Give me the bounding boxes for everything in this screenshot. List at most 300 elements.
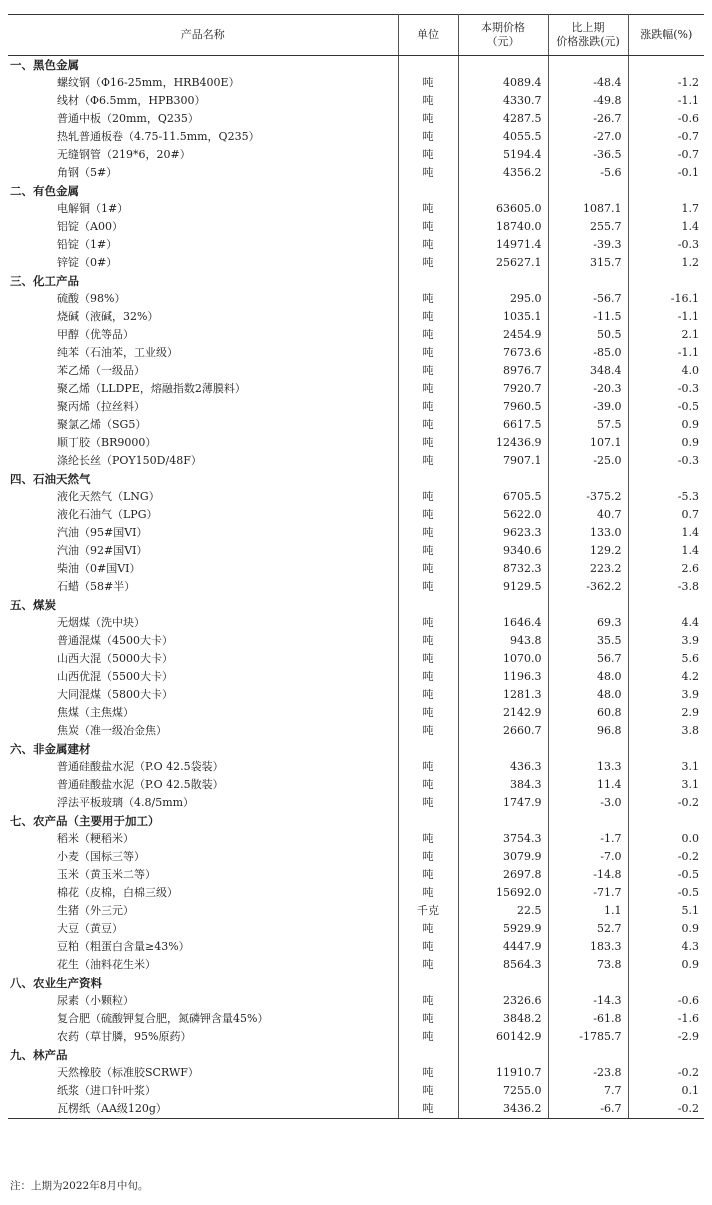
- table-row: [8, 290, 704, 308]
- change-cell: 255.7: [548, 218, 628, 236]
- table-row: [8, 524, 704, 542]
- product-name-cell: 甲醇（优等品）: [8, 326, 398, 344]
- table-row: [8, 236, 704, 254]
- unit-cell: 吨: [398, 452, 458, 470]
- empty-cell: [628, 272, 704, 290]
- product-name-cell: 涤纶长丝（POY150D/48F）: [8, 452, 398, 470]
- product-name-cell: 复合肥（硫酸钾复合肥，氮磷钾含量45%）: [8, 1010, 398, 1028]
- pct-cell: -1.6: [677, 1012, 699, 1025]
- table-row: [8, 344, 704, 362]
- unit-cell: 吨: [398, 758, 458, 776]
- pct-cell: 3.9: [681, 688, 699, 701]
- table-row: [8, 128, 704, 146]
- pct-cell: 1.4: [681, 544, 699, 557]
- category-title: 二、有色金属: [8, 182, 398, 200]
- category-title: 三、化工产品: [8, 272, 398, 290]
- change-cell: 348.4: [548, 362, 628, 380]
- empty-cell: [398, 182, 458, 200]
- product-name-cell: 线材（Φ6.5mm，HPB300）: [8, 92, 398, 110]
- unit-cell: 吨: [398, 416, 458, 434]
- unit-cell: 吨: [398, 614, 458, 632]
- product-name-cell: 大同混煤（5800大卡）: [8, 686, 398, 704]
- empty-cell: [458, 272, 548, 290]
- pct-cell: -0.5: [677, 400, 699, 413]
- product-name-cell: 聚丙烯（拉丝料）: [8, 398, 398, 416]
- price-cell: 4330.7: [458, 92, 548, 110]
- product-name-cell: 角钢（5#）: [8, 164, 398, 182]
- price-cell: 1196.3: [458, 668, 548, 686]
- product-name-cell: 浮法平板玻璃（4.8/5mm）: [8, 794, 398, 812]
- empty-cell: [628, 974, 704, 992]
- change-cell: 48.0: [548, 668, 628, 686]
- product-name-cell: 焦煤（主焦煤）: [8, 704, 398, 722]
- empty-cell: [548, 596, 628, 614]
- product-name-cell: 纸浆（进口针叶浆）: [8, 1082, 398, 1100]
- unit-cell: 吨: [398, 92, 458, 110]
- unit-cell: 吨: [398, 524, 458, 542]
- unit-cell: 吨: [398, 1064, 458, 1082]
- change-cell: -71.7: [548, 884, 628, 902]
- unit-cell: 吨: [398, 74, 458, 92]
- change-cell: 52.7: [548, 920, 628, 938]
- unit-cell: 吨: [398, 398, 458, 416]
- unit-cell: 吨: [398, 722, 458, 740]
- unit-cell: 吨: [398, 488, 458, 506]
- change-cell: 56.7: [548, 650, 628, 668]
- change-cell: -375.2: [548, 488, 628, 506]
- pct-cell: -2.9: [677, 1030, 699, 1043]
- unit-cell: 吨: [398, 146, 458, 164]
- price-cell: 1281.3: [458, 686, 548, 704]
- unit-cell: 吨: [398, 632, 458, 650]
- unit-cell: 吨: [398, 506, 458, 524]
- table-row: [8, 1010, 704, 1028]
- table-row: [8, 398, 704, 416]
- pct-cell: 0.9: [681, 958, 699, 971]
- pct-cell: 5.6: [681, 652, 699, 665]
- empty-cell: [458, 470, 548, 488]
- change-cell: -39.0: [548, 398, 628, 416]
- empty-cell: [548, 740, 628, 758]
- change-cell: -6.7: [548, 1100, 628, 1119]
- empty-cell: [548, 1046, 628, 1064]
- empty-cell: [398, 812, 458, 830]
- table-row: [8, 578, 704, 596]
- table-row: [8, 434, 704, 452]
- header-price: [458, 15, 548, 56]
- pct-cell: 0.0: [681, 832, 699, 845]
- pct-cell: -0.7: [677, 130, 699, 143]
- pct-cell: -0.5: [677, 868, 699, 881]
- empty-cell: [398, 974, 458, 992]
- price-table-container: [8, 14, 704, 1119]
- unit-cell: 吨: [398, 668, 458, 686]
- change-cell: 223.2: [548, 560, 628, 578]
- pct-cell: 1.7: [681, 202, 699, 215]
- category-title: 九、林产品: [8, 1046, 398, 1064]
- pct-cell: 3.1: [681, 760, 699, 773]
- table-row: [8, 488, 704, 506]
- unit-cell: 吨: [398, 128, 458, 146]
- product-name-cell: 普通混煤（4500大卡）: [8, 632, 398, 650]
- category-row: [8, 272, 704, 290]
- product-name-cell: 烧碱（液碱，32%）: [8, 308, 398, 326]
- pct-cell: -0.3: [677, 454, 699, 467]
- price-cell: 12436.9: [458, 434, 548, 452]
- table-row: [8, 1100, 704, 1119]
- table-row: [8, 758, 704, 776]
- change-cell: 69.3: [548, 614, 628, 632]
- table-row: [8, 632, 704, 650]
- category-row: [8, 974, 704, 992]
- empty-cell: [548, 182, 628, 200]
- change-cell: 35.5: [548, 632, 628, 650]
- table-row: [8, 146, 704, 164]
- category-title: 八、农业生产资料: [8, 974, 398, 992]
- empty-cell: [548, 272, 628, 290]
- table-row: [8, 164, 704, 182]
- pct-cell: -1.1: [677, 94, 699, 107]
- price-cell: 4356.2: [458, 164, 548, 182]
- pct-cell: 3.1: [681, 778, 699, 791]
- unit-cell: 吨: [398, 434, 458, 452]
- product-name-cell: 天然橡胶（标准胶SCRWF）: [8, 1064, 398, 1082]
- change-cell: 73.8: [548, 956, 628, 974]
- price-cell: 15692.0: [458, 884, 548, 902]
- pct-cell: 2.1: [681, 328, 699, 341]
- change-cell: 96.8: [548, 722, 628, 740]
- empty-cell: [398, 272, 458, 290]
- empty-cell: [458, 182, 548, 200]
- price-cell: 7920.7: [458, 380, 548, 398]
- pct-cell: 1.2: [681, 256, 699, 269]
- price-cell: 9129.5: [458, 578, 548, 596]
- product-name-cell: 液化石油气（LPG）: [8, 506, 398, 524]
- table-row: [8, 866, 704, 884]
- unit-cell: 吨: [398, 164, 458, 182]
- pct-cell: -0.2: [677, 796, 699, 809]
- empty-cell: [458, 56, 548, 75]
- change-cell: 60.8: [548, 704, 628, 722]
- change-cell: 129.2: [548, 542, 628, 560]
- product-name-cell: 铝锭（A00）: [8, 218, 398, 236]
- product-name-cell: 苯乙烯（一级品）: [8, 362, 398, 380]
- pct-cell: 0.9: [681, 922, 699, 935]
- price-cell: 3436.2: [458, 1100, 548, 1119]
- product-name-cell: 小麦（国标三等）: [8, 848, 398, 866]
- product-name-cell: 稻米（粳稻米）: [8, 830, 398, 848]
- pct-cell: 1.4: [681, 220, 699, 233]
- category-row: [8, 56, 704, 75]
- table-row: [8, 830, 704, 848]
- price-cell: 943.8: [458, 632, 548, 650]
- change-cell: -48.4: [548, 74, 628, 92]
- empty-cell: [628, 596, 704, 614]
- change-cell: 183.3: [548, 938, 628, 956]
- product-name-cell: 铅锭（1#）: [8, 236, 398, 254]
- empty-cell: [398, 596, 458, 614]
- table-row: [8, 884, 704, 902]
- table-row: [8, 668, 704, 686]
- change-cell: 48.0: [548, 686, 628, 704]
- price-cell: 5194.4: [458, 146, 548, 164]
- change-cell: 133.0: [548, 524, 628, 542]
- unit-cell: 吨: [398, 884, 458, 902]
- change-cell: 40.7: [548, 506, 628, 524]
- price-cell: 4055.5: [458, 128, 548, 146]
- product-name-cell: 硫酸（98%）: [8, 290, 398, 308]
- change-cell: -3.0: [548, 794, 628, 812]
- table-row: [8, 362, 704, 380]
- change-cell: -7.0: [548, 848, 628, 866]
- unit-cell: 吨: [398, 200, 458, 218]
- price-cell: 5622.0: [458, 506, 548, 524]
- category-row: [8, 812, 704, 830]
- price-cell: 11910.7: [458, 1064, 548, 1082]
- table-row: [8, 92, 704, 110]
- category-title: 一、黑色金属: [8, 56, 398, 75]
- change-cell: 107.1: [548, 434, 628, 452]
- table-row: [8, 956, 704, 974]
- pct-cell: -0.2: [628, 1100, 704, 1119]
- pct-cell: -16.1: [670, 292, 699, 305]
- product-name-cell: 瓦楞纸（AA级120g）: [8, 1100, 398, 1119]
- change-cell: -14.3: [548, 992, 628, 1010]
- table-row: [8, 614, 704, 632]
- unit-cell: 吨: [398, 560, 458, 578]
- price-cell: 2142.9: [458, 704, 548, 722]
- pct-cell: 4.4: [681, 616, 699, 629]
- product-name-cell: 农药（草甘膦，95%原药）: [8, 1028, 398, 1046]
- pct-cell: -1.2: [677, 76, 699, 89]
- table-row: [8, 74, 704, 92]
- table-row: [8, 560, 704, 578]
- category-title: 五、煤炭: [8, 596, 398, 614]
- category-title: 六、非金属建材: [8, 740, 398, 758]
- change-cell: -11.5: [548, 308, 628, 326]
- product-name-cell: 尿素（小颗粒）: [8, 992, 398, 1010]
- table-row: [8, 254, 704, 272]
- price-cell: 14971.4: [458, 236, 548, 254]
- empty-cell: [458, 974, 548, 992]
- unit-cell: 吨: [398, 362, 458, 380]
- product-name-cell: 山西大混（5000大卡）: [8, 650, 398, 668]
- pct-cell: -3.8: [677, 580, 699, 593]
- empty-cell: [548, 56, 628, 75]
- price-cell: 1747.9: [458, 794, 548, 812]
- table-row: [8, 1064, 704, 1082]
- price-cell: 63605.0: [458, 200, 548, 218]
- price-cell: 8976.7: [458, 362, 548, 380]
- category-row: [8, 740, 704, 758]
- table-row: [8, 308, 704, 326]
- pct-cell: 3.9: [681, 634, 699, 647]
- change-cell: 57.5: [548, 416, 628, 434]
- change-cell: -49.8: [548, 92, 628, 110]
- empty-cell: [628, 812, 704, 830]
- pct-cell: 3.8: [681, 724, 699, 737]
- table-row: [8, 452, 704, 470]
- price-cell: 7960.5: [458, 398, 548, 416]
- pct-cell: -5.3: [677, 490, 699, 503]
- product-name-cell: 普通中板（20mm，Q235）: [8, 110, 398, 128]
- unit-cell: 吨: [398, 218, 458, 236]
- price-cell: 384.3: [458, 776, 548, 794]
- table-row: [8, 722, 704, 740]
- pct-cell: -0.7: [677, 148, 699, 161]
- table-header: [8, 15, 704, 56]
- pct-cell: -0.2: [677, 1066, 699, 1079]
- change-cell: 13.3: [548, 758, 628, 776]
- pct-cell: -0.3: [677, 238, 699, 251]
- change-cell: 1.1: [548, 902, 628, 920]
- pct-cell: -0.6: [677, 112, 699, 125]
- change-cell: -14.8: [548, 866, 628, 884]
- product-name-cell: 汽油（95#国VI）: [8, 524, 398, 542]
- unit-cell: 吨: [398, 308, 458, 326]
- product-name-cell: 液化天然气（LNG）: [8, 488, 398, 506]
- table-row: [8, 992, 704, 1010]
- price-cell: 1646.4: [458, 614, 548, 632]
- change-cell: -20.3: [548, 380, 628, 398]
- table-row: [8, 200, 704, 218]
- price-cell: 4089.4: [458, 74, 548, 92]
- pct-cell: 4.2: [681, 670, 699, 683]
- change-cell: -362.2: [548, 578, 628, 596]
- unit-cell: 吨: [398, 326, 458, 344]
- product-name-cell: 锌锭（0#）: [8, 254, 398, 272]
- product-name-cell: 聚乙烯（LLDPE，熔融指数2薄膜料）: [8, 380, 398, 398]
- pct-cell: 1.4: [681, 526, 699, 539]
- unit-cell: 吨: [398, 992, 458, 1010]
- pct-cell: -0.3: [677, 382, 699, 395]
- change-cell: -85.0: [548, 344, 628, 362]
- unit-cell: 吨: [398, 704, 458, 722]
- unit-cell: 吨: [398, 1100, 458, 1119]
- price-table: [8, 14, 704, 1119]
- product-name-cell: 螺纹钢（Φ16-25mm，HRB400E）: [8, 74, 398, 92]
- pct-cell: 2.9: [681, 706, 699, 719]
- price-cell: 2697.8: [458, 866, 548, 884]
- product-name-cell: 山西优混（5500大卡）: [8, 668, 398, 686]
- pct-cell: 0.9: [681, 436, 699, 449]
- pct-cell: 4.3: [681, 940, 699, 953]
- price-cell: 295.0: [458, 290, 548, 308]
- pct-cell: -0.6: [677, 994, 699, 1007]
- price-cell: 3754.3: [458, 830, 548, 848]
- product-name-cell: 焦炭（准一级冶金焦）: [8, 722, 398, 740]
- table-row: [8, 506, 704, 524]
- table-row: [8, 1082, 704, 1100]
- pct-cell: 5.1: [681, 904, 699, 917]
- change-cell: -23.8: [548, 1064, 628, 1082]
- category-row: [8, 1046, 704, 1064]
- price-cell: 6705.5: [458, 488, 548, 506]
- table-body: [8, 56, 704, 1119]
- empty-cell: [458, 812, 548, 830]
- price-cell: 25627.1: [458, 254, 548, 272]
- empty-cell: [628, 1046, 704, 1064]
- table-row: [8, 920, 704, 938]
- empty-cell: [398, 470, 458, 488]
- price-cell: 1035.1: [458, 308, 548, 326]
- table-row: [8, 686, 704, 704]
- pct-cell: 0.1: [681, 1084, 699, 1097]
- empty-cell: [398, 740, 458, 758]
- category-row: [8, 470, 704, 488]
- pct-cell: -0.1: [677, 166, 699, 179]
- change-cell: -25.0: [548, 452, 628, 470]
- product-name-cell: 豆粕（粗蛋白含量≥43%）: [8, 938, 398, 956]
- empty-cell: [548, 470, 628, 488]
- unit-cell: 吨: [398, 776, 458, 794]
- unit-cell: 吨: [398, 650, 458, 668]
- change-cell: -36.5: [548, 146, 628, 164]
- footnote: 注：上期为2022年8月中旬。: [10, 1180, 149, 1192]
- price-cell: 436.3: [458, 758, 548, 776]
- price-cell: 4287.5: [458, 110, 548, 128]
- product-name-cell: 柴油（0#国VI）: [8, 560, 398, 578]
- product-name-cell: 生猪（外三元）: [8, 902, 398, 920]
- change-cell: -56.7: [548, 290, 628, 308]
- header-change-line1: 比上期: [571, 21, 605, 34]
- product-name-cell: 大豆（黄豆）: [8, 920, 398, 938]
- unit-cell: 吨: [398, 254, 458, 272]
- price-cell: 9340.6: [458, 542, 548, 560]
- unit-cell: 吨: [398, 542, 458, 560]
- table-row: [8, 794, 704, 812]
- header-price-line2: （元）: [486, 35, 520, 48]
- product-name-cell: 花生（油料花生米）: [8, 956, 398, 974]
- table-row: [8, 704, 704, 722]
- price-cell: 4447.9: [458, 938, 548, 956]
- header-product-name: 产品名称: [8, 15, 398, 56]
- product-name-cell: 无烟煤（洗中块）: [8, 614, 398, 632]
- table-row: [8, 848, 704, 866]
- table-row: [8, 542, 704, 560]
- unit-cell: 吨: [398, 380, 458, 398]
- unit-cell: 吨: [398, 686, 458, 704]
- empty-cell: [628, 56, 704, 75]
- table-row: [8, 218, 704, 236]
- unit-cell: 吨: [398, 794, 458, 812]
- price-cell: 2454.9: [458, 326, 548, 344]
- product-name-cell: 玉米（黄玉米二等）: [8, 866, 398, 884]
- change-cell: 50.5: [548, 326, 628, 344]
- unit-cell: 吨: [398, 236, 458, 254]
- table-row: [8, 416, 704, 434]
- category-row: [8, 182, 704, 200]
- pct-cell: 2.6: [681, 562, 699, 575]
- table-row: [8, 938, 704, 956]
- change-cell: 7.7: [548, 1082, 628, 1100]
- product-name-cell: 纯苯（石油苯，工业级）: [8, 344, 398, 362]
- product-name-cell: 电解铜（1#）: [8, 200, 398, 218]
- empty-cell: [458, 1046, 548, 1064]
- table-row: [8, 380, 704, 398]
- product-name-cell: 普通硅酸盐水泥（P.O 42.5袋装）: [8, 758, 398, 776]
- change-cell: 1087.1: [548, 200, 628, 218]
- pct-cell: 0.7: [681, 508, 699, 521]
- category-row: [8, 596, 704, 614]
- change-cell: -39.3: [548, 236, 628, 254]
- unit-cell: 吨: [398, 1028, 458, 1046]
- product-name-cell: 汽油（92#国VI）: [8, 542, 398, 560]
- table-row: [8, 326, 704, 344]
- pct-cell: -1.1: [677, 310, 699, 323]
- price-cell: 2326.6: [458, 992, 548, 1010]
- change-cell: -26.7: [548, 110, 628, 128]
